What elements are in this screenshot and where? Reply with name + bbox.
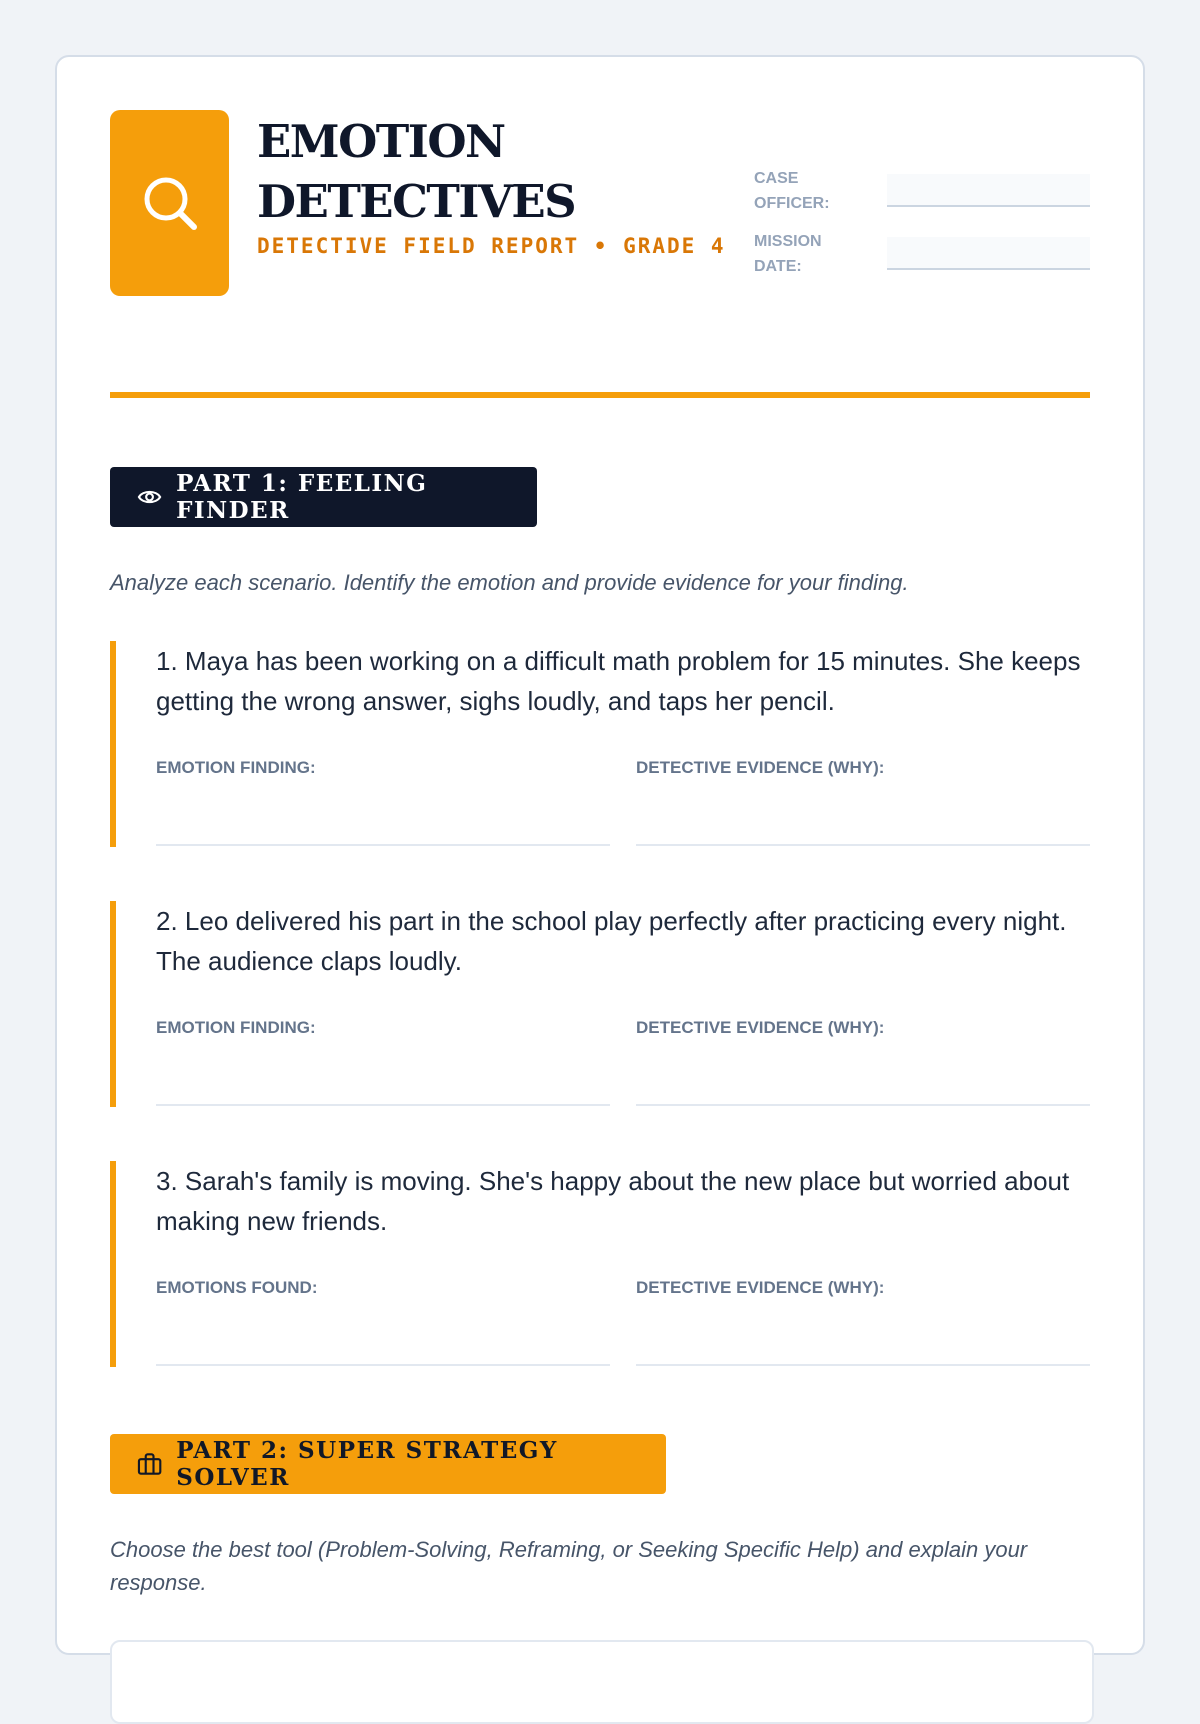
toolbox-icon (137, 1451, 162, 1477)
scenario-1-evidence-label: DETECTIVE EVIDENCE (WHY): (636, 758, 885, 777)
worksheet-card (55, 55, 1145, 1655)
eye-icon (137, 484, 162, 510)
logo-badge (110, 110, 229, 296)
scenario-1-text: 1. Maya has been working on a difficult math problem for 15 minutes. She keeps getting the wrong answer, sighs loudly, and taps her pencil. (156, 646, 1081, 716)
scenario-2-emotion-label: EMOTION FINDING: (156, 1018, 316, 1037)
page-subtitle: DETECTIVE FIELD REPORT • GRADE 4 (257, 234, 726, 258)
part2-title: PART 2: SUPER STRATEGY SOLVER (176, 1437, 558, 1491)
part2-instructions: Choose the best tool (Problem-Solving, Reframing, or Seeking Specific Help) and explain your response. (110, 1537, 1028, 1595)
strategy-box (110, 1640, 1094, 1724)
scenario-2 (110, 901, 1090, 1107)
part1-title: PART 1: FEELING FINDER (176, 470, 428, 524)
mission-date-field[interactable] (887, 237, 1090, 270)
page-title: EMOTION DETECTIVES (257, 115, 576, 228)
scenario-1 (110, 641, 1090, 847)
header-divider (110, 392, 1090, 398)
part1-header (110, 467, 537, 527)
magnifying-glass-icon (142, 175, 198, 231)
scenario-2-text: 2. Leo delivered his part in the school play perfectly after practicing every night. The audience claps loudly. (156, 906, 1067, 976)
scenario-1-emotion-label: EMOTION FINDING: (156, 758, 316, 777)
part2-header (110, 1434, 666, 1494)
scenario-1-evidence-answer-line[interactable] (636, 844, 1090, 846)
case-officer-label: CASE OFFICER: (754, 170, 830, 212)
scenario-2-emotion-answer-line[interactable] (156, 1104, 610, 1106)
scenario-3 (110, 1161, 1090, 1367)
scenario-3-emotions-answer-line[interactable] (156, 1364, 610, 1366)
scenario-3-emotions-label: EMOTIONS FOUND: (156, 1278, 318, 1297)
scenario-1-emotion-answer-line[interactable] (156, 844, 610, 846)
mission-date-label: MISSION DATE: (754, 233, 822, 275)
scenario-2-evidence-answer-line[interactable] (636, 1104, 1090, 1106)
scenario-3-text: 3. Sarah's family is moving. She's happy about the new place but worried about making new friends. (156, 1166, 1070, 1236)
case-officer-field[interactable] (887, 174, 1090, 207)
scenario-3-evidence-answer-line[interactable] (636, 1364, 1090, 1366)
scenario-2-evidence-label: DETECTIVE EVIDENCE (WHY): (636, 1018, 885, 1037)
scenario-3-evidence-label: DETECTIVE EVIDENCE (WHY): (636, 1278, 885, 1297)
part1-instructions: Analyze each scenario. Identify the emotion and provide evidence for your finding. (110, 570, 909, 595)
